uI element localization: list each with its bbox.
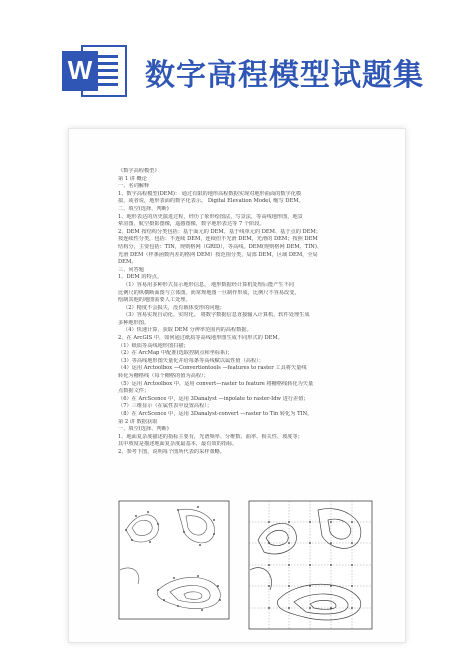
doc-line: 第 2 讲 数据获取 [118,418,158,425]
doc-line: （3）等高线地形图矢量化并给每条等高线赋以属性值（高程）； [118,357,264,364]
doc-line: 二、填空(选择、判断) [118,205,169,212]
doc-line: 绘制其他的地图需要人工处理。 [118,297,191,304]
grid-sampling-figure [248,500,373,630]
doc-line: （1）容易用多种形式显示地形信息。 地形数据经计算机处理后能产生不同 [123,281,294,288]
doc-line: 点数据文件； [118,388,150,395]
document-body [118,168,368,457]
doc-line: 晕渲图，航空摄影图像，遥感图像，数字地形表达等 7 个阶段。 [118,221,265,228]
doc-line: （3）容易实现自动化、实时化。 将数字数据信息直接输入计算机，软件处理生成 [123,312,310,319]
word-icon-letter: W [67,55,93,85]
doc-line: 三、问答题 [118,266,144,273]
doc-line: （4）运用 Arctoolbox —Convertiontools —features to raster 工具将矢量线 [118,365,307,372]
word-document-icon [60,43,128,99]
doc-line: （6）在 ArcScence 中，运用 3Danalyst —inpolate to raster-Idw 进行差值； [118,395,309,402]
doc-line: 1、地面复杂度描述的指标主要有，光谱频率、分维数、曲率、相关性、坡度等； [118,433,303,440]
doc-line: 1、DEM 的特点。 [118,274,163,281]
doc-line: 《数字高程模型》 [118,168,160,174]
doc-line: （8）在 ArcScence 中，运用 3Danalyst-convert —raster to Tin 转化为 TIN。 [118,411,313,417]
doc-line: 光滑 DEM（样条函数内差的格网 DEM）按范围分类，局部 DEM，区域 DEM，全局 [118,251,318,258]
doc-line: 其中坡度是描述地面复杂度最基本，最有效的指标。 [118,441,238,448]
doc-line: （2）精度不会损失，没有载体变形的问题； [123,304,225,311]
doc-line: 2、DEM 按结构分类包括：基于面元的 DEM、基于线单元的 DEM、基于点的 DEM； [118,228,321,235]
doc-line: 1、地形表达的历史演进过程，经历了象形绘图法，写景法，等高线地形图，地景 [118,213,303,220]
contour-sampling-figure [118,500,230,620]
banner [0,0,474,108]
doc-line: 多种地形图。 [118,319,150,326]
doc-line: （5）运用 Arctoolbox 中，运用 convert—raster to feature 将栅格线转化为矢量 [118,380,314,387]
doc-line: 按连续性分类，包括：不连续 DEM，连续但不光滑 DEM，光滑的 DEM；按照 DEM [118,236,318,243]
doc-line: DEM。 [118,259,137,266]
doc-line: （7）三维显示（在属性表中设置高程）； [118,403,213,410]
doc-line: 一、名词解释 [118,183,150,190]
doc-line: 2、参考下图，说明每个图所代表的采样策略。 [118,448,226,455]
doc-line: 第 1 讲 概论 [118,175,147,182]
doc-line: 转化为栅格线（每个栅格的值为高程）； [118,373,209,380]
doc-line: （1）纸质等高线地形图扫描； [118,342,189,349]
banner-title: 数字高程模型试题集 [145,58,424,93]
doc-line: 比例尺的纵横断面图与立体图。而常规地图一旦制作形成，比例尺不容易改变， [118,289,300,296]
doc-line: （4）快速计算，获取 DEM 分辨率范围内的高程数据。 [123,327,252,334]
doc-line: 2、在 ArcGIS 中，如何通过纸质等高线地形图生成不同形式的 DEM。 [118,335,283,342]
doc-line: 1、数字高程模型(DEM)： 通过有限的地形高程数据实现对地形曲面的数字化模 [118,190,302,197]
doc-line: 一、填空(选择、判断) [118,426,169,433]
doc-line: （2）在 ArcMap 中配准(选取控制点和坐标系)； [118,350,233,357]
doc-line: 拟，或者说，地形表面的数字化表示。 Digital Elevation Model, 缩写 DEM。 [118,198,304,205]
doc-line: 结构分，主要包括：TIN，规则格网（GRID），等高线。DEM(规则格网 DEM、TIN)、 [118,243,323,250]
